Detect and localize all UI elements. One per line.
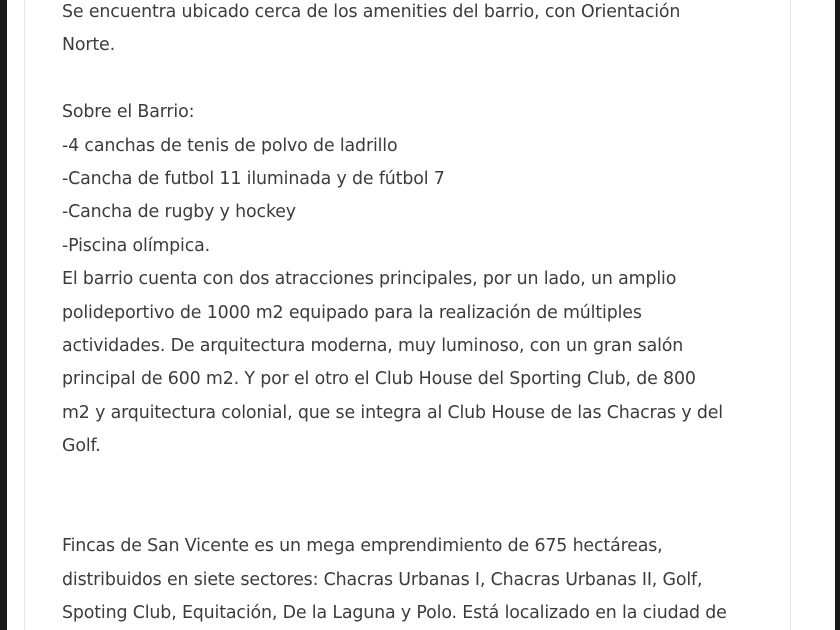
paragraph-gap — [62, 463, 762, 496]
paragraph-gap — [62, 63, 762, 96]
amenity-item: -4 canchas de tenis de polvo de ladrillo — [62, 135, 398, 156]
right-edge-border — [835, 0, 840, 630]
section-heading: Sobre el Barrio: — [62, 102, 195, 123]
paragraph-line: m2 y arquitectura colonial, que se integra al Club House de las Chacras y del — [62, 402, 723, 423]
paragraph-line: Fincas de San Vicente es un mega emprendimiento de 675 hectáreas, — [62, 536, 663, 557]
amenity-item: -Cancha de futbol 11 iluminada y de fútbol 7 — [62, 168, 445, 189]
paragraph-line: distribuidos en siete sectores: Chacras Urbanas I, Chacras Urbanas II, Golf, — [62, 569, 703, 590]
paragraph-line: Golf. — [62, 436, 101, 457]
paragraph-line: Norte. — [62, 35, 115, 56]
amenity-item: -Piscina olímpica. — [62, 235, 211, 256]
paragraph-line: polideportivo de 1000 m2 equipado para la realización de múltiples — [62, 302, 642, 323]
paragraph-line: actividades. De arquitectura moderna, muy luminoso, con un gran salón — [62, 335, 684, 356]
amenity-item: -Cancha de rugby y hockey — [62, 202, 296, 223]
paragraph-line: principal de 600 m2. Y por el otro el Club House del Sporting Club, de 800 — [62, 369, 696, 390]
paragraph-line: Se encuentra ubicado cerca de los amenities del barrio, con Orientación — [62, 2, 681, 22]
paragraph-line: Spoting Club, Equitación, De la Laguna y Polo. Está localizado en la ciudad de — [62, 603, 727, 624]
paragraph-gap — [62, 497, 762, 530]
left-edge-border — [0, 0, 7, 630]
article-body — [62, 0, 762, 630]
paragraph-line: El barrio cuenta con dos atracciones principales, por un lado, un amplio — [62, 269, 677, 290]
